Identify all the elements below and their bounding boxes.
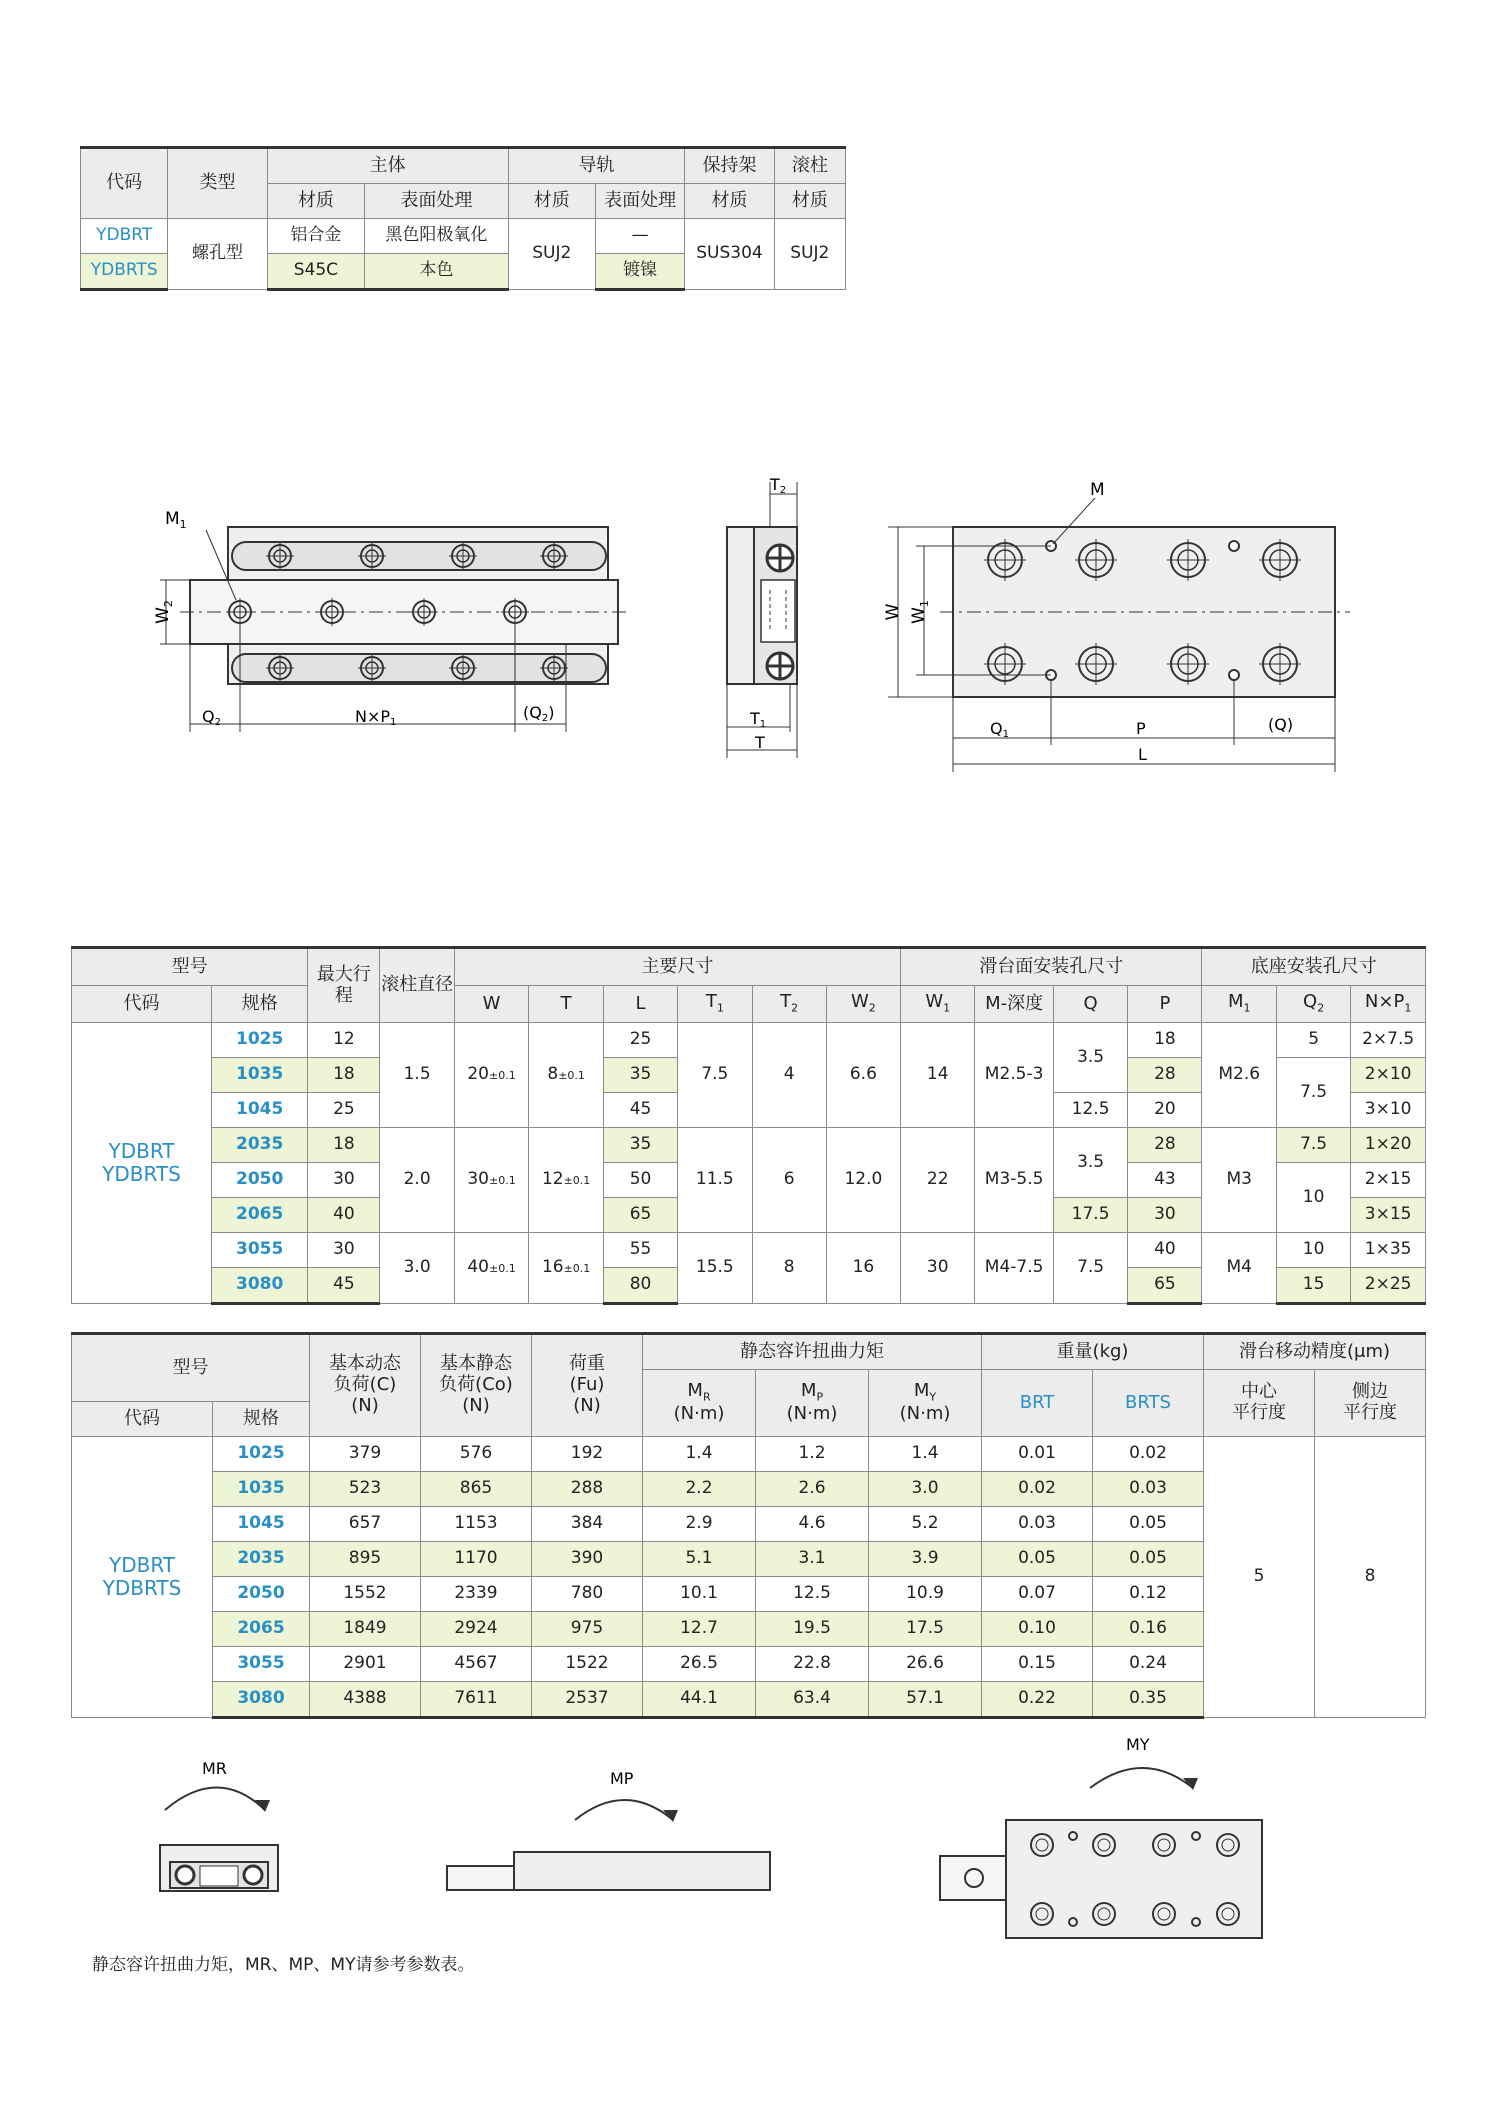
hdr-body-mat: 材质 [267,184,364,219]
dim-w1: 30 [901,1233,975,1304]
hdr-static-load: 基本静态 负荷(Co) (N) [421,1334,532,1437]
col-t: T [529,986,604,1023]
spec-cell: 1045 [213,1507,310,1542]
moment-my: 26.6 [869,1647,982,1682]
moment-mp: 12.5 [756,1577,869,1612]
hdr-spec: 规格 [213,1402,310,1437]
dim-nxp1: 2×15 [1351,1163,1426,1198]
spec-cell: 3055 [212,1233,308,1268]
dim-w2: 6.6 [826,1023,900,1128]
col-t1: $T_1$ [678,986,752,1023]
dim-q2: 15 [1276,1268,1350,1304]
dim-w2: 12.0 [826,1128,900,1233]
mp-diagram [447,1769,770,1890]
load-fu: 1522 [532,1647,643,1682]
roller-mat: SUJ2 [774,219,845,290]
dynamic-load: 895 [310,1542,421,1577]
dim-p: 28 [1128,1058,1202,1093]
dim-q: 3.5 [1053,1128,1127,1198]
label-t: T [755,733,765,752]
hdr-model: 型号 [72,1334,310,1402]
dim-nxp1: 1×35 [1351,1233,1426,1268]
technical-drawing [0,470,1504,790]
hdr-brt: BRT [982,1370,1093,1437]
hdr-cage-mat: 材质 [685,184,774,219]
dim-w: 40±0.1 [454,1233,529,1304]
moment-my: 3.9 [869,1542,982,1577]
roller-dia: 1.5 [380,1023,454,1128]
load-fu: 780 [532,1577,643,1612]
body-surf-1: 黑色阳极氧化 [365,219,509,254]
dim-t2: 8 [752,1233,826,1304]
moment-mr: 26.5 [643,1647,756,1682]
static-load: 1153 [421,1507,532,1542]
spec-cell: 1025 [213,1437,310,1472]
stroke-cell: 18 [308,1128,380,1163]
table-row [72,1437,1426,1472]
dim-w: 30±0.1 [454,1128,529,1233]
stroke-cell: 30 [308,1233,380,1268]
hdr-rail: 导轨 [508,148,685,184]
dim-nxp1: 2×25 [1351,1268,1426,1304]
moment-mp: 3.1 [756,1542,869,1577]
dim-m-depth: M3-5.5 [975,1128,1054,1233]
dynamic-load: 2901 [310,1647,421,1682]
moment-mp: 2.6 [756,1472,869,1507]
dim-w1: 22 [901,1128,975,1233]
spec-cell: 2035 [212,1128,308,1163]
code-group: YDBRT YDBRTS [72,1023,212,1304]
static-load: 2339 [421,1577,532,1612]
roller-dia: 3.0 [380,1233,454,1304]
weight-brt: 0.03 [982,1507,1093,1542]
dim-nxp1: 3×15 [1351,1198,1426,1233]
spec-cell: 1035 [212,1058,308,1093]
label-w2: $W_2$ [153,600,175,624]
dim-q2: 10 [1276,1163,1350,1233]
weight-brt: 0.10 [982,1612,1093,1647]
load-fu: 975 [532,1612,643,1647]
weight-brt: 0.02 [982,1472,1093,1507]
dim-nxp1: 2×7.5 [1351,1023,1426,1058]
moment-mp: 19.5 [756,1612,869,1647]
col-l: L [603,986,677,1023]
col-w1: $W_1$ [901,986,975,1023]
code-ydbrts: YDBRTS [81,254,168,290]
table-row [72,1128,1426,1163]
dim-q2: 5 [1276,1023,1350,1058]
stroke-cell: 18 [308,1058,380,1093]
label-q2-ref: (Q2) [523,703,555,724]
hdr-body: 主体 [267,148,508,184]
spec-cell: 1045 [212,1093,308,1128]
weight-brts: 0.24 [1093,1647,1204,1682]
hdr-side-parallel: 侧边 平行度 [1315,1370,1426,1437]
hdr-mr: $M_R$ (N·m) [643,1370,756,1437]
dim-t: 16±0.1 [529,1233,604,1304]
stroke-cell: 45 [308,1268,380,1304]
top-view [153,509,630,732]
stroke-cell: 12 [308,1023,380,1058]
col-m: M-深度 [975,986,1054,1023]
col-q2: $Q_2$ [1276,986,1350,1023]
dim-p: 30 [1128,1198,1202,1233]
dim-l: 50 [603,1163,677,1198]
table-row [72,1023,1426,1058]
static-load: 865 [421,1472,532,1507]
dim-m1: M2.6 [1202,1023,1276,1128]
weight-brts: 0.03 [1093,1472,1204,1507]
material-table [80,146,846,291]
hdr-code: 代码 [81,148,168,219]
static-load: 2924 [421,1612,532,1647]
moment-mp: 63.4 [756,1682,869,1718]
dim-q2: 7.5 [1276,1058,1350,1128]
dynamic-load: 379 [310,1437,421,1472]
stroke-cell: 40 [308,1198,380,1233]
label-q1: Q1 [990,719,1009,740]
dim-l: 35 [603,1128,677,1163]
col-q: Q [1053,986,1127,1023]
weight-brt: 0.07 [982,1577,1093,1612]
moment-mp: 4.6 [756,1507,869,1542]
load-fu: 2537 [532,1682,643,1718]
col-w: W [454,986,529,1023]
moment-mp: 22.8 [756,1647,869,1682]
dim-t1: 7.5 [678,1023,752,1128]
weight-brt: 0.15 [982,1647,1093,1682]
moment-mr: 44.1 [643,1682,756,1718]
stroke-cell: 30 [308,1163,380,1198]
body-mat-2: S45C [267,254,364,290]
hdr-dynamic-load: 基本动态 负荷(C) (N) [310,1334,421,1437]
weight-brts: 0.35 [1093,1682,1204,1718]
center-parallel: 5 [1204,1437,1315,1718]
col-p: P [1128,986,1202,1023]
load-fu: 384 [532,1507,643,1542]
cage-mat: SUS304 [685,219,774,290]
dim-t2: 6 [752,1128,826,1233]
rail-surf-2: 镀镍 [595,254,684,290]
label-l: L [1138,745,1147,764]
hdr-base: 底座安装孔尺寸 [1202,948,1426,986]
dim-p: 20 [1128,1093,1202,1128]
col-w2: $W_2$ [826,986,900,1023]
load-table [71,1332,1426,1719]
moment-mr: 2.2 [643,1472,756,1507]
spec-cell: 3055 [213,1647,310,1682]
weight-brts: 0.12 [1093,1577,1204,1612]
dim-p: 65 [1128,1268,1202,1304]
spec-cell: 1025 [212,1023,308,1058]
spec-cell: 2035 [213,1542,310,1577]
dim-q2: 10 [1276,1233,1350,1268]
footnote: 静态容许扭曲力矩，MR、MP、MY请参考参数表。 [92,1955,475,1975]
weight-brt: 0.05 [982,1542,1093,1577]
hdr-stroke: 最大行程 [308,948,380,1023]
label-w1: $W_1$ [909,600,931,624]
dynamic-load: 523 [310,1472,421,1507]
hdr-my: $M_Y$ (N·m) [869,1370,982,1437]
dynamic-load: 1552 [310,1577,421,1612]
spec-cell: 2065 [212,1198,308,1233]
rail-surf-1: — [595,219,684,254]
moment-illustrations [0,1730,1504,1950]
dim-m1: M4 [1202,1233,1276,1304]
dim-nxp1: 3×10 [1351,1093,1426,1128]
dim-m-depth: M2.5-3 [975,1023,1054,1128]
label-nxp1: N×P1 [355,707,397,728]
hdr-code: 代码 [72,1402,213,1437]
hdr-brts: BRTS [1093,1370,1204,1437]
static-load: 4567 [421,1647,532,1682]
hdr-roller-dia: 滚柱直径 [380,948,454,1023]
dim-l: 35 [603,1058,677,1093]
label-t2: T2 [770,475,787,496]
dim-l: 55 [603,1233,677,1268]
hdr-model: 型号 [72,948,308,986]
side-view [727,475,797,758]
dim-t: 12±0.1 [529,1128,604,1233]
dim-l: 25 [603,1023,677,1058]
table-row [72,1233,1426,1268]
dim-m1: M3 [1202,1128,1276,1233]
dim-q2: 7.5 [1276,1128,1350,1163]
dim-m-depth: M4-7.5 [975,1233,1054,1304]
static-load: 7611 [421,1682,532,1718]
dim-t: 8±0.1 [529,1023,604,1128]
dimension-table [71,946,1426,1305]
moment-my: 57.1 [869,1682,982,1718]
hdr-mp: $M_P$ (N·m) [756,1370,869,1437]
label-m: M [1090,480,1105,500]
body-mat-1: 铝合金 [267,219,364,254]
load-fu: 288 [532,1472,643,1507]
dim-p: 18 [1128,1023,1202,1058]
dim-w2: 16 [826,1233,900,1304]
dim-w: 20±0.1 [454,1023,529,1128]
body-surf-2: 本色 [365,254,509,290]
hdr-type: 类型 [168,148,267,219]
label-t1: T1 [750,709,767,730]
hdr-rail-mat: 材质 [508,184,595,219]
moment-mr: 1.4 [643,1437,756,1472]
moment-my: 10.9 [869,1577,982,1612]
dim-nxp1: 2×10 [1351,1058,1426,1093]
hdr-roller: 滚柱 [774,148,845,184]
dim-q: 17.5 [1053,1198,1127,1233]
hdr-rail-surf: 表面处理 [595,184,684,219]
spec-cell: 2065 [213,1612,310,1647]
static-load: 1170 [421,1542,532,1577]
hdr-code: 代码 [72,986,212,1023]
dim-t1: 15.5 [678,1233,752,1304]
dim-p: 40 [1128,1233,1202,1268]
label-q: (Q) [1268,715,1294,734]
spec-cell: 3080 [212,1268,308,1304]
stroke-cell: 25 [308,1093,380,1128]
moment-my: 17.5 [869,1612,982,1647]
mr-diagram [160,1759,278,1891]
code-ydbrt: YDBRT [81,219,168,254]
col-m1: $M_1$ [1202,986,1276,1023]
dim-l: 45 [603,1093,677,1128]
label-mp: MP [610,1769,634,1788]
dynamic-load: 657 [310,1507,421,1542]
dynamic-load: 4388 [310,1682,421,1718]
moment-mr: 2.9 [643,1507,756,1542]
col-np1: $N\times P_1$ [1351,986,1426,1023]
dim-t2: 4 [752,1023,826,1128]
load-fu: 192 [532,1437,643,1472]
weight-brts: 0.05 [1093,1542,1204,1577]
hdr-accuracy: 滑台移动精度(μm) [1204,1334,1426,1370]
dim-q: 7.5 [1053,1233,1127,1304]
hdr-slide: 滑台面安装孔尺寸 [901,948,1202,986]
dim-q: 3.5 [1053,1023,1127,1093]
moment-mr: 12.7 [643,1612,756,1647]
hdr-center-parallel: 中心 平行度 [1204,1370,1315,1437]
dim-w1: 14 [901,1023,975,1128]
moment-mp: 1.2 [756,1437,869,1472]
moment-my: 5.2 [869,1507,982,1542]
load-fu: 390 [532,1542,643,1577]
weight-brt: 0.22 [982,1682,1093,1718]
dim-nxp1: 1×20 [1351,1128,1426,1163]
code-group: YDBRT YDBRTS [72,1437,213,1718]
spec-cell: 1035 [213,1472,310,1507]
label-w: W [883,603,903,621]
hdr-load-fu: 荷重 (Fu) (N) [532,1334,643,1437]
dim-p: 28 [1128,1128,1202,1163]
dim-l: 65 [603,1198,677,1233]
hdr-moment: 静态容许扭曲力矩 [643,1334,982,1370]
roller-dia: 2.0 [380,1128,454,1233]
label-m1: $M_1$ [165,509,187,531]
hdr-roller-mat: 材质 [774,184,845,219]
hdr-main: 主要尺寸 [454,948,900,986]
side-parallel: 8 [1315,1437,1426,1718]
label-my: MY [1126,1735,1150,1754]
type-cell: 螺孔型 [168,219,267,290]
weight-brt: 0.01 [982,1437,1093,1472]
hdr-cage: 保持架 [685,148,774,184]
dim-q: 12.5 [1053,1093,1127,1128]
label-p: P [1136,719,1146,738]
spec-cell: 3080 [213,1682,310,1718]
static-load: 576 [421,1437,532,1472]
dim-l: 80 [603,1268,677,1304]
dim-t1: 11.5 [678,1128,752,1233]
hdr-weight: 重量(kg) [982,1334,1204,1370]
moment-mr: 5.1 [643,1542,756,1577]
hdr-body-surf: 表面处理 [365,184,509,219]
moment-my: 3.0 [869,1472,982,1507]
weight-brts: 0.16 [1093,1612,1204,1647]
my-diagram [940,1735,1262,1938]
col-t2: $T_2$ [752,986,826,1023]
weight-brts: 0.02 [1093,1437,1204,1472]
rail-mat: SUJ2 [508,219,595,290]
label-q2: Q2 [202,707,221,728]
label-mr: MR [202,1759,227,1778]
moment-mr: 10.1 [643,1577,756,1612]
moment-my: 1.4 [869,1437,982,1472]
spec-cell: 2050 [212,1163,308,1198]
spec-cell: 2050 [213,1577,310,1612]
dynamic-load: 1849 [310,1612,421,1647]
weight-brts: 0.05 [1093,1507,1204,1542]
dim-p: 43 [1128,1163,1202,1198]
hdr-spec: 规格 [212,986,308,1023]
base-view [883,480,1350,772]
